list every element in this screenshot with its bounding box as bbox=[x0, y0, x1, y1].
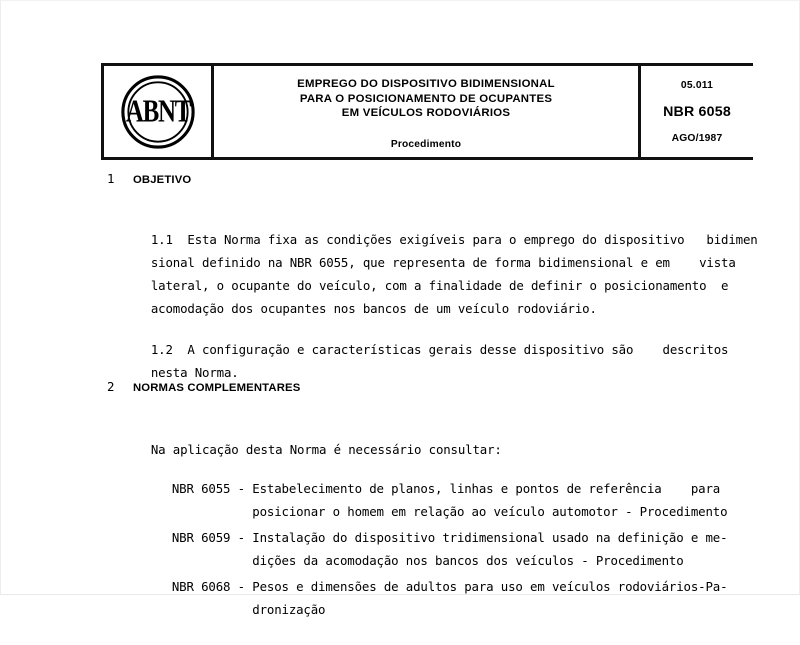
section-2-label: NORMAS COMPLEMENTARES bbox=[133, 382, 301, 394]
paragraph-1-2-line-2-text: nesta Norma. bbox=[150, 364, 239, 380]
standard-title-line-1: EMPREGO DO DISPOSITIVO BIDIMENSIONAL bbox=[297, 78, 555, 90]
abnt-logo-cell bbox=[104, 66, 214, 157]
standard-title-line-2: PARA O POSICIONAMENTO DE OCUPANTES bbox=[299, 92, 553, 105]
standard-title-line-3: EM VEÍCULOS RODOVIÁRIOS bbox=[341, 107, 511, 119]
standard-date: AGO/1987 bbox=[671, 133, 723, 144]
standard-code-cell bbox=[641, 66, 753, 157]
section-2-intro-text: Na aplicação desta Norma é necessário consultar: bbox=[150, 441, 502, 457]
reference-nbr-6055-line-2-text: posicionar o homem em relação ao veículo automotor - Procedimento bbox=[171, 503, 728, 519]
reference-nbr-6055-line-1-text: NBR 6055 - Estabelecimento de planos, linhas e pontos de referência para bbox=[171, 480, 721, 496]
paragraph-1-1-line-1-text: 1.1 Esta Norma fixa as condições exigíveis para o emprego do dispositivo bidimen bbox=[150, 231, 758, 247]
abnt-logo-icon bbox=[119, 73, 197, 151]
standard-number: NBR 6058 bbox=[663, 104, 731, 120]
section-heading-2 bbox=[107, 379, 300, 394]
paragraph-1-1-line-3-text: lateral, o ocupante do veículo, com a finalidade de definir o posicionamento e bbox=[150, 277, 729, 293]
reference-nbr-6068-line-1-text: NBR 6068 - Pesos e dimensões de adultos para uso em veículos rodoviários-Pa- bbox=[171, 578, 728, 594]
reference-nbr-6059-line-2-text: dições da acomodação nos bancos dos veículos - Procedimento bbox=[171, 552, 684, 568]
reference-item-nbr-6068-line-2 bbox=[128, 574, 325, 645]
standard-title-cell bbox=[214, 66, 641, 157]
paragraph-1-2-line-1-text: 1.2 A configuração e características gerais desse dispositivo são descritos bbox=[150, 341, 729, 357]
section-1-number: 1 bbox=[107, 171, 115, 186]
paragraph-1-1-line-2-text: sional definido na NBR 6055, que representa de forma bidimensional e em vista bbox=[150, 254, 736, 270]
standard-subtitle: Procedimento bbox=[390, 138, 462, 150]
reference-nbr-6068-line-2-text: dronização bbox=[171, 601, 326, 617]
paragraph-1-1-line-4-text: acomodação dos ocupantes nos bancos de um veículo rodoviário. bbox=[150, 300, 597, 316]
reference-nbr-6059-line-1-text: NBR 6059 - Instalação do dispositivo tridimensional usado na definição e me- bbox=[171, 529, 728, 545]
section-2-number: 2 bbox=[107, 379, 115, 394]
paragraph-1-2-line-2 bbox=[107, 337, 239, 408]
section-1-label: OBJETIVO bbox=[133, 174, 192, 186]
standard-header-box bbox=[101, 63, 753, 160]
classification-code: 05.011 bbox=[680, 80, 714, 91]
svg-text:ABNT: ABNT bbox=[125, 94, 190, 129]
section-heading-1 bbox=[107, 171, 191, 186]
